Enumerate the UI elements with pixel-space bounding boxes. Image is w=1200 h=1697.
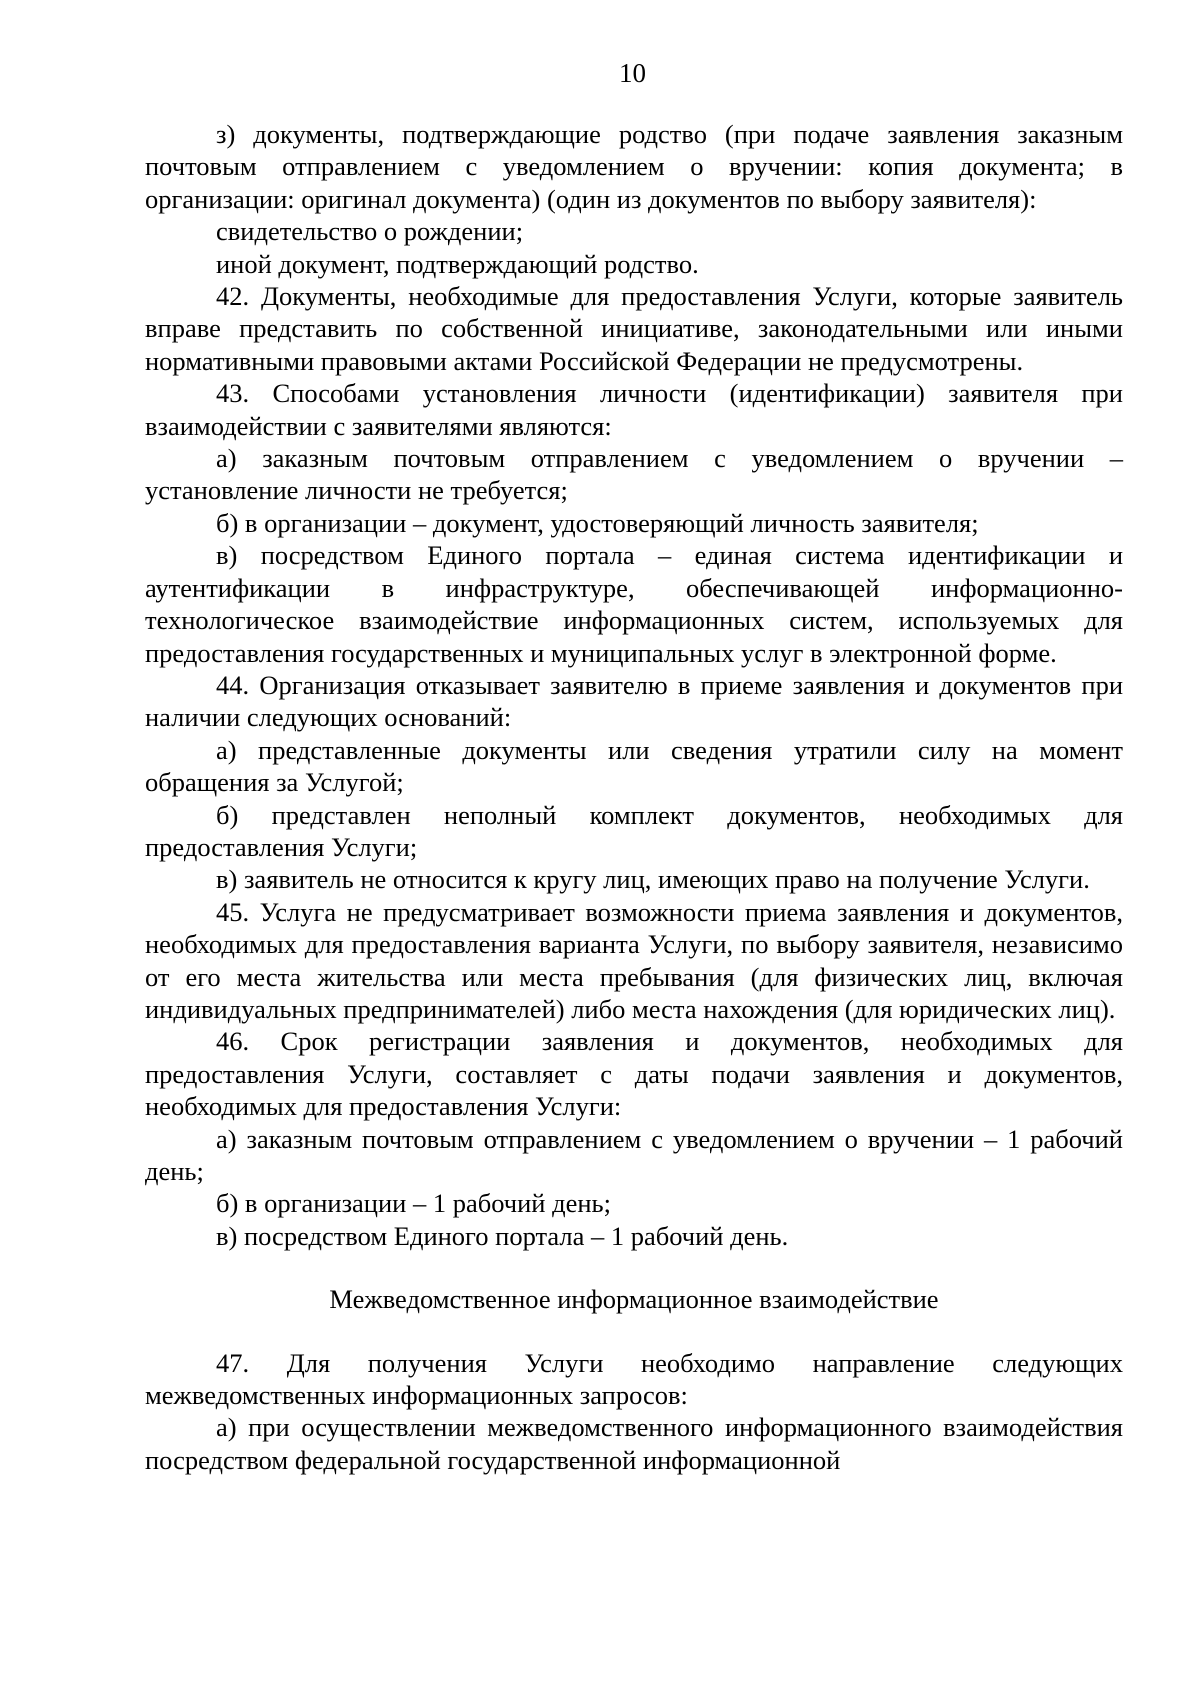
paragraph-47-a: а) при осуществлении межведомственного информационного взаимодействия посредством федеральной государственной информационной	[145, 1412, 1123, 1475]
paragraph-44-b: б) представлен неполный комплект документов, необходимых для предоставления Услуги;	[145, 799, 1123, 862]
page-number: 10	[619, 58, 646, 88]
paragraph-44-v: в) заявитель не относится к кругу лиц, имеющих право на получение Услуги.	[216, 864, 1090, 895]
section-heading: Межведомственное информационное взаимодействие	[329, 1284, 939, 1315]
paragraph-43-a: а) заказным почтовым отправлением с уведомлением о вручении – установление личности не требуется;	[145, 443, 1123, 506]
document-body	[145, 118, 1123, 1476]
paragraph-46-v: в) посредством Единого портала – 1 рабочий день.	[216, 1220, 789, 1251]
paragraph-47: 47. Для получения Услуги необходимо направление следующих межведомственных информационных запросов:	[145, 1347, 1123, 1411]
paragraph-46: 46. Срок регистрации заявления и документов, необходимых для предоставления Услуги, составляет с даты подачи заявления и документов, необходимых для предоставления Услуги:	[145, 1026, 1123, 1122]
paragraph-45: 45. Услуга не предусматривает возможности приема заявления и документов, необходимых для предоставления варианта Услуги, по выбору заявителя, независимо от его места жительства или места пребывания (для физических лиц, включая индивидуальных предпринимателей) либо места нахождения (для юридических лиц).	[145, 896, 1123, 1024]
paragraph-other-document: иной документ, подтверждающий родство.	[216, 248, 699, 279]
paragraph-43-v: в) посредством Единого портала – единая система идентификации и аутентификации в инфраструктуре, обеспечивающей информационно-технологическое взаимодействие информационных систем, используемых для предоставления государственных и муниципальных услуг в электронной форме.	[145, 540, 1123, 668]
paragraph-46-b: б) в организации – 1 рабочий день;	[216, 1188, 611, 1219]
paragraph-3-z: з) документы, подтверждающие родство (при подаче заявления заказным почтовым отправлением с уведомлением о вручении: копия документа; в организации: оригинал документа) (один из документов по выбору заявителя):	[145, 119, 1123, 214]
paragraph-43-b: б) в организации – документ, удостоверяющий личность заявителя;	[216, 507, 979, 538]
paragraph-42: 42. Документы, необходимые для предоставления Услуги, которые заявитель вправе представить по собственной инициативе, законодательными или иными нормативными правовыми актами Российской Федерации не предусмотрены.	[145, 281, 1123, 376]
paragraph-44-a: а) представленные документы или сведения утратили силу на момент обращения за Услугой;	[145, 734, 1123, 798]
paragraph-birth-certificate: свидетельство о рождении;	[216, 216, 524, 247]
paragraph-43: 43. Способами установления личности (идентификации) заявителя при взаимодействии с заявителями являются:	[145, 378, 1123, 441]
paragraph-44: 44. Организация отказывает заявителю в приеме заявления и документов при наличии следующих оснований:	[145, 669, 1123, 733]
paragraph-46-a: а) заказным почтовым отправлением с уведомлением о вручении – 1 рабочий день;	[145, 1123, 1123, 1186]
